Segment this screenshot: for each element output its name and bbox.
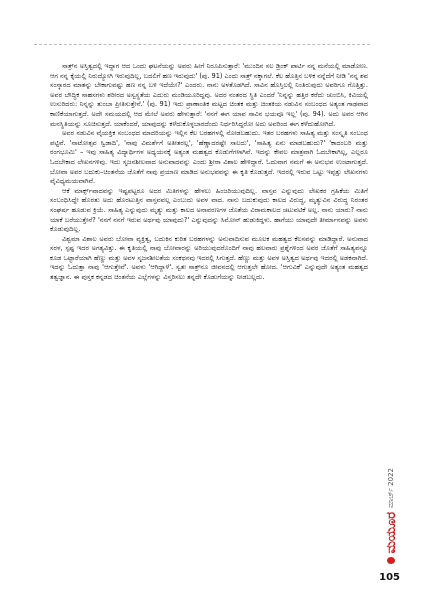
magazine-sidebar: [378, 468, 404, 564]
paragraph-2: ಅವರ ನಡುವಿನ ವೈಯಕ್ತಿಕ ಸಂಬಂಧದ ಮಾದರಿಯನ್ನು ಇಲ್ಲಿನ ಕೆಲ ಬರಹಗಳಲ್ಲಿ ನೋಡಬಹುದು. ಇತರ ಬರಹಗಳು ಸಾಹಿತ್ಯ ಮತ್ತು ಸಂಸ್ಕೃತಿ ಸಂಬಂಧ ಪಟ್ಟಿವೆ. 'ನಾಟೋತ್ಸವ ಸ್ವಿಡಾದಿ', 'ನಾವು ವಿಮರ್ಶೆಗೆ ಅತೀತರಲ್ಲ', 'ಹೆಣ್ಣಾದರಷ್ಟೇ ಸಾಲದು', 'ಸಾಹಿತ್ಯ ಏನು ಮಾಡಬಹುದು?' 'ಕಾದಂಬರಿ ಮತ್ತು ರಂಗಭೂಮಿ' – ಇವು ಸಾಹಿತ್ಯ ವಿದ್ಯಾರ್ಥಿಗಳ ಅಧ್ಯಯನಕ್ಕೆ ಅತ್ಯಂತ ಮಹತ್ವದ ಕೊಡುಗೆಗಳಾಗಿವೆ. ಇದನ್ನು ಕೇವಲ ಮಾತ್ರವಾಗಿ ಓದಬೇಕಾಗಿಲ್ಲ, ಎಲ್ಲರೂ ಓದಬೇಕಾದ ಲೇಖನಗಳಿವು. ಇದು ಸೃಜನಶೀಲವಾದ ಅನುವಾದವನ್ನು ಎಂದು ಶ್ರೀರಾ ವಿಶಾಲ ಹೇಳಿದ್ದಾರೆ. ಓದುವಾಗ ನಮಗೆ ಈ ಅನುಭವ ಉಂಟಾಗುತ್ತದೆ. ಬೋವಾ ಅವರ ಬದುಕು–ಚಿಂತನೆಯ ಜೊತೆಗೆ ನಾವು ಪ್ರಯಾಣ ಮಾಡಿದ ಅನುಭವವನ್ನು ಈ ಕೃತಿ ಕೊಡುತ್ತದೆ. ಇದರಲ್ಲಿ ಇರುವ ಒಟ್ಟು ಇಪ್ಪತ್ತು ಲೇಖನಗಳು ವೈವಿಧ್ಯಮಯವಾಗಿವೆ.: [50, 129, 368, 186]
magazine-logo: ಮಯೂರ: [383, 511, 399, 554]
top-dashed-rule: [34, 44, 370, 45]
issue-date: ಮಾರ್ಚ್ 2022: [387, 468, 395, 508]
page-number: 105: [379, 572, 400, 583]
paragraph-1: ಸಾತ್ರ್‌ನ ಅಸ್ತಿತ್ವದಲ್ಲಿ ಇದ್ದಾಗ ಆದ ಒಂದು ಘಟನೆಯನ್ನು ಅವರು ಹೀಗೆ ನಿರೂಪಿಸುತ್ತಾರೆ: 'ಮುಂದಿನ ಸಲ ಡ್ರಿಂಕ್ ಪಾರ್ಟಿ ನನ್ನ ಮನೆಯಲ್ಲಿ ಮಾಡೋಣ. ಆಗ ನನ್ನ ಕೈಯಲ್ಲಿ ನಿರುದ್ಯೋಗಿ ಇರುವುದಿಲ್ಲ, ಬದಲಿಗೆ ಹಣ ಇರುವುದು' (ಪು. 91) ಎಂದು ಸಾತ್ರ್ ನಕ್ಕಾಗಲೆ. ಕೆಲ ಹೊತ್ತಿನ ಬಳಿಕ ನನ್ನೆದೆಗೆ ನೀಡಿ 'ನನ್ನ ಶವ ಸಂಸ್ಕಾರದ ಮಾತನ್ನು ಬೇಕಾಗುವಷ್ಟು ಹಣ ನನ್ನ ಬಳಿ ಇದೆಯೇ?' ಎಂದರು. ನಾನು ಅಳತೊಡಗಿದೆ. ಸಾವಿನ ಹೊಸ್ತಿಲಲ್ಲಿ ನಿಂತಿರುವುದು ಅವರಿಗೂ ಗೊತ್ತಿತ್ತು. ಅವರ ಬೌದ್ಧಿಕ ಸಾಹಸಗಳು ಶರೀರದ ಅಸ್ವಸ್ಥತೆಯ ಎದುರು ಮಂಡಿಯೂರಿದ್ದವು. ಅದರ ನಂತರದ ಸ್ಥಿತಿ ಎಂದರೆ 'ನಿನ್ನನ್ನು ಹತ್ತಿರ ಕರೆದು ಚುಂಬಿಸಿ, ಕಿವಿಯಲ್ಲಿ ಉಸುರಿದರು: ನಿನ್ನನ್ನು ತುಂಬಾ ಪ್ರೀತಿಸುತ್ತೇನೆ.' (ಪು. 91) ಇದು ಪ್ರಾಣಾಂತಿಕ ಮಟ್ಟದ ಚಿಂತಕ ಮತ್ತು ಚಿಂತಕಿಯ ನಡುವಿನ ಸಂಬಂಧದ ಅತ್ಯಂತ ಗಾಢವಾದ ಕಾಣಿಕೆಯಾಗುತ್ತದೆ. ಅದೇ ಸಮಯದಲ್ಲಿ ಆದ ಮೇಲೆ ಅವರು ಹೇಳುತ್ತಾರೆ: 'ನನಗೆ ಈಗ ಯಾವ ಸಾವಿನ ಭಯವೂ ಇಲ್ಲ' (ಪು. 94). ಅದು ಅವರ ಆಗಿನ ಮನಸ್ಥಿತಿಯನ್ನು ಸೂಚಿಸುತ್ತದೆ. ಯಾಕೆಂದರೆ, ಯಾವುದನ್ನು ಕಳೆದುಕೊಳ್ಳಬಾರದೆಂದು ನಿರ್ಧರಿಸಿದ್ದರೋ ಅದು ಅವರಿಂದ ಈಗ ಕಳೆದುಹೋಗಿದೆ.: [50, 62, 368, 128]
paragraph-3: ಆಕೆ ಮಾರ್ಕ್ಸ್‌ವಾದವನ್ನು ಇಷ್ಟಪಟ್ಟರೂ ಅದರ ಮಿತಿಗಳನ್ನು ಹೇಳಲು ಹಿಂಜರಿಯುವುದಿಲ್ಲ. ವಾಸ್ತವ ಎನ್ನುವುದು ಲೇಖಕರ ಗ್ರಹಿಕೆಯ ಮಿತಿಗೆ ಸಂಬಂಧಿಸಿದ್ದೇ ಹೊರತು ಅದು ಹೊರಟುತ್ತಿನ ವಾಸ್ತವವಲ್ಲ ಎಂಬುದು ಅವಳ ವಾದ. ನಾನು ಬದುಕುವುದು ಕಾಲದ ವಿರುದ್ಧ, ಮೃತ್ಯುವಿನ ವಿರುದ್ಧ ನಿರಂತರ ಸಂಘರ್ಷ ಹೂಡುವ ಕ್ರಿಯೆ. ಸಾಹಿತ್ಯ ಎನ್ನುವುದು ಮೃತ್ಯು ಮತ್ತು ಕಾಲದ ಅನಾವರಣಗಳ ಜೊತೆಯ ವಿರಾಮಕಾಲದ ಚಟುವಟಿಕೆ ಅಲ್ಲ. ನಾನು ಯಾರು? ನಾನು ಯಾಕೆ ಬರೆಯುತ್ತೇನೆ? 'ನನಗೆ ನನಗೆ ಇರುವ ಅರ್ಥವು ಯಾವುದು?' ಎನ್ನುವುದನ್ನು ಸಿಮೋನ್ ಹುಡುಕಿದ್ದಳು. ಹಾಗೆಯು ಯಾವುದೇ ತೀರ್ಮಾನವನ್ನು ಅವಳು ಕೊಡುವುದಿಲ್ಲ.: [50, 186, 368, 234]
article-body: [50, 62, 368, 554]
paragraph-4: ವಿಶ್ವಮಾ ವಿಶಾಲ ಅವರು ಬೋವಾ ವ್ಯಕ್ತಿತ್ವ, ಬದುಕಿನ ಕುರಿತ ಬರಹಗಳನ್ನು ಅನುವಾದಿಸುವ ಮೂಲಕ ಮಹತ್ವದ ಕೆಲಸವನ್ನು ಮಾಡಿದ್ದಾರೆ. ಅನುವಾದ ಸರಳ, ಸ್ಪಷ್ಟ ಇದರ ಅಗತ್ಯವಿತ್ತು. ಈ ಕೃತಿಯಲ್ಲಿ ನಾವು ಬೋವಾರನ್ನು ಅರಿಯುವುದರೊಂದಿಗೆ ನಾವು ಹಲವಾರು ಪ್ರಶ್ನೆಗಳಿಂದ ಅವರ ಜೊತೆಗೆ ಸಾಹಿತ್ಯವನ್ನೂ ಕೂಡ ಒಟ್ಟಾರೆಯಾಗಿ ಹೆಣ್ಣು ಮತ್ತು ಅವಳ ಸೃಜನಶೀಲತೆಯ ಸಂಕಥನವು ಇದರಲ್ಲಿ ಸಿಗುತ್ತದೆ. ಹೆಣ್ಣು ಮತ್ತು ಅವಳ ಅಸ್ತಿತ್ವದ ಅರ್ಥವು ಇದರಲ್ಲಿ ಅಡಕವಾಗಿದೆ. ಇದನ್ನು ಓದುತ್ತಾ ನಾವು 'ಆಗುತ್ತೇವೆ'. ಅವಳು 'ಆಗಿದ್ದಾಳೆ'. ಸ್ವತಃ ಸಾತ್ರ್‌ನೂ ಜೀವನದಲ್ಲಿ ಆಗುತ್ತಲೇ ಹೋದ. 'ಆಗುವಿಕೆ' ಎನ್ನುವುದೇ ಅತ್ಯಂತ ಮಹತ್ವದ ತತ್ವಜ್ಞಾನ. ಈ ಪುಸ್ತಕ ಕನ್ನಡದ ಚಿಂತನೆಯ ಎಲ್ಲೆಗಳನ್ನು ವಿಸ್ತರಿಸಲು ತನ್ನದೇ ಕೊಡುಗೆಯನ್ನು ನೀಡಬಲ್ಲದು.: [50, 234, 368, 282]
red-dot-icon: [387, 557, 395, 564]
